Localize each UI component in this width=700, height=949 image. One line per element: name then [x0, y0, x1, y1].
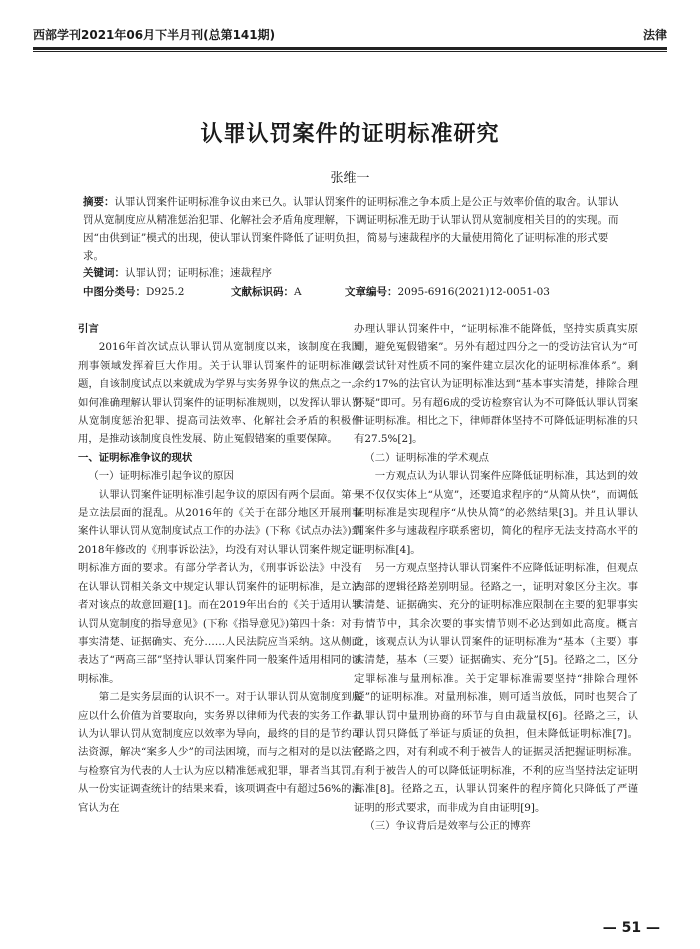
abstract: [83, 193, 623, 265]
clc-value: D925.2: [146, 286, 185, 298]
section-1-subheading: （一）证明标准引起争议的原因: [88, 470, 234, 483]
section-1-heading: 一、证明标准争议的现状: [78, 451, 193, 464]
academic-view-paragraph-1: 一方观点认为认罪认罚案件应降低证明标准，其达到的效果不仅仅实体上“从宽”，还要追求程序的“从简从快”，而调低证明标准是实现程序“从快从简”的必然结果[3]。并且认罪认罚案件多与速裁程序联系密切，简化的程序无法支持高水平的证明标准[4]。: [354, 470, 638, 556]
journal-info: 西部学刊2021年06月下半月刊(总第141期): [33, 28, 276, 42]
left-column: [78, 320, 362, 817]
section-1-paragraph-1: 认罪认罚案件证明标准引起争议的原因有两个层面。第一是立法层面的混乱。从2016年的《关于在部分地区开展刑事案件认罪认罚从宽制度试点工作的办法》(下称《试点办法》)到2018年修改的《刑事诉讼法》，均没有对认罪认罚案件规定证明标准方面的要求。有部分学者认为，《刑事诉讼法》中没有在认罪认罚相关条文中规定认罪认罚案件的证明标准，是立法者对该点的故意回避[1]。而在2019年出台的《关于适用认罪认罚从宽制度的指导意见》(下称《指导意见》)第四十条：对于事实清楚、证据确实、充分……人民法院应当采纳。这从侧面表达了“两高三部”坚持认罪认罚案件同一般案件适用相同的证明标准。: [78, 488, 362, 685]
running-header: [33, 22, 667, 44]
keywords-label: 关键词：: [83, 267, 125, 279]
continued-paragraph: 办理认罪认罚案件中，“证明标准不能降低，坚持实质真实原则，避免冤假错案”。另外有超过四分之一的受访法官认为“可以尝试针对性质不同的案件建立层次化的证明标准体系”。剩余约17%的法官认为证明标准达到“基本事实清楚，排除合理怀疑”即可。另有超6成的受访检察官认为不可降低认罪认罚案件证明标准。相比之下，律师群体坚持不可降低证明标准的只有27.5%[2]。: [354, 323, 638, 446]
keywords: [83, 264, 623, 282]
intro-heading: 引言: [78, 323, 99, 335]
abstract-label: 摘要：: [83, 196, 115, 208]
intro-paragraph: 2016年首次试点认罪认罚从宽制度以来，该制度在我国刑事领域发挥着巨大作用。关于认罪认罚案件的证明标准问题，自该制度试点以来就成为学界与实务界争议的焦点之一。如何准确理解认罪认罚案件的证明标准规则，以发挥认罪认罚从宽制度惩治犯罪、提高司法效率、化解社会矛盾的积极作用，是推动该制度良性发展、防止冤假错案的重要保障。: [78, 341, 362, 446]
right-column: [354, 320, 638, 835]
article-no-info: [345, 284, 550, 299]
page-number: — 51 —: [602, 920, 660, 936]
clc-info: [83, 284, 184, 299]
subheading-3: （三）争议背后是效率与公正的博弈: [364, 819, 531, 832]
header-rule-thin: [33, 51, 667, 52]
academic-view-paragraph-2: 另一方观点坚持认罪认罚案件不应降低证明标准，但观点内部的逻辑径路差别明显。径路之一，证明对象区分主次。事实清楚、证据确实、充分的证明标准应限制在主要的犯罪事实与情节中，其余次要的事实情节则不必达到如此高度。概言之，该观点认为认罪认罚案件的证明标准为“基本（主要）事实清楚，基本（三要）证据确实、充分”[5]。径路之二，区分定罪标准与量刑标准。关于定罪标准需要坚持“排除合理怀疑”的证明标准。对量刑标准，则可适当放低，同时也契合了认罪认罚中量刑协商的环节与自由裁量权[6]。径路之三，认罪认罚只降低了举证与质证的负担，但未降低证明标准[7]。径路之四，对有利或不利于被告人的证据灵活把握证明标准。有利于被告人的可以降低证明标准，不利的应当坚持法定证明标准[8]。径路之五，认罪认罚案件的程序简化只降低了严谨证明的形式要求，而非成为自由证明[9]。: [354, 562, 638, 814]
section-label: 法律: [642, 28, 667, 42]
clc-label: 中图分类号：: [83, 286, 146, 298]
header-rule-thick: [33, 47, 667, 50]
doc-code-value: A: [294, 286, 302, 298]
abstract-text: 认罪认罚案件证明标准争议由来已久。认罪认罚案件的证明标准之争本质上是公正与效率价值的取舍。认罪认罚从宽制度应从精准惩治犯罪、化解社会矛盾角度理解，下调证明标准无助于认罪认罚从宽制度相关目的的实现。而因“由供到证”模式的出现，使认罪认罚案件降低了证明负担，简易与速裁程序的大量使用简化了证明标准的形式要求。: [83, 196, 619, 262]
article-no-label: 文章编号：: [345, 286, 398, 298]
article-meta: [83, 284, 623, 302]
doc-code-info: [231, 284, 302, 299]
article-title: 认罪认罚案件的证明标准研究: [200, 122, 500, 147]
author-name: 张维一: [330, 171, 370, 186]
section-1-paragraph-2: 第二是实务层面的认识不一。对于认罪认罚从宽制度到底应以什么价值为首要取向，实务界以律师为代表的实务工作者认为认罪认罚从宽制度应以效率为导向，最终的目的是节约司法资源，解决“案多人少”的司法困境，而与之相对的是以法官与检察官为代表的人士认为应以精准惩戒犯罪，罪者当其罚。从一份实证调查统计的结果来看，该项调查中有超过56%的法官认为在: [78, 691, 362, 814]
keywords-text: 认罪认罚；证明标准；速裁程序: [125, 267, 272, 279]
doc-code-label: 文献标识码：: [231, 286, 294, 298]
article-no-value: 2095-6916(2021)12-0051-03: [397, 286, 550, 298]
subheading-2: （二）证明标准的学术观点: [364, 451, 490, 464]
